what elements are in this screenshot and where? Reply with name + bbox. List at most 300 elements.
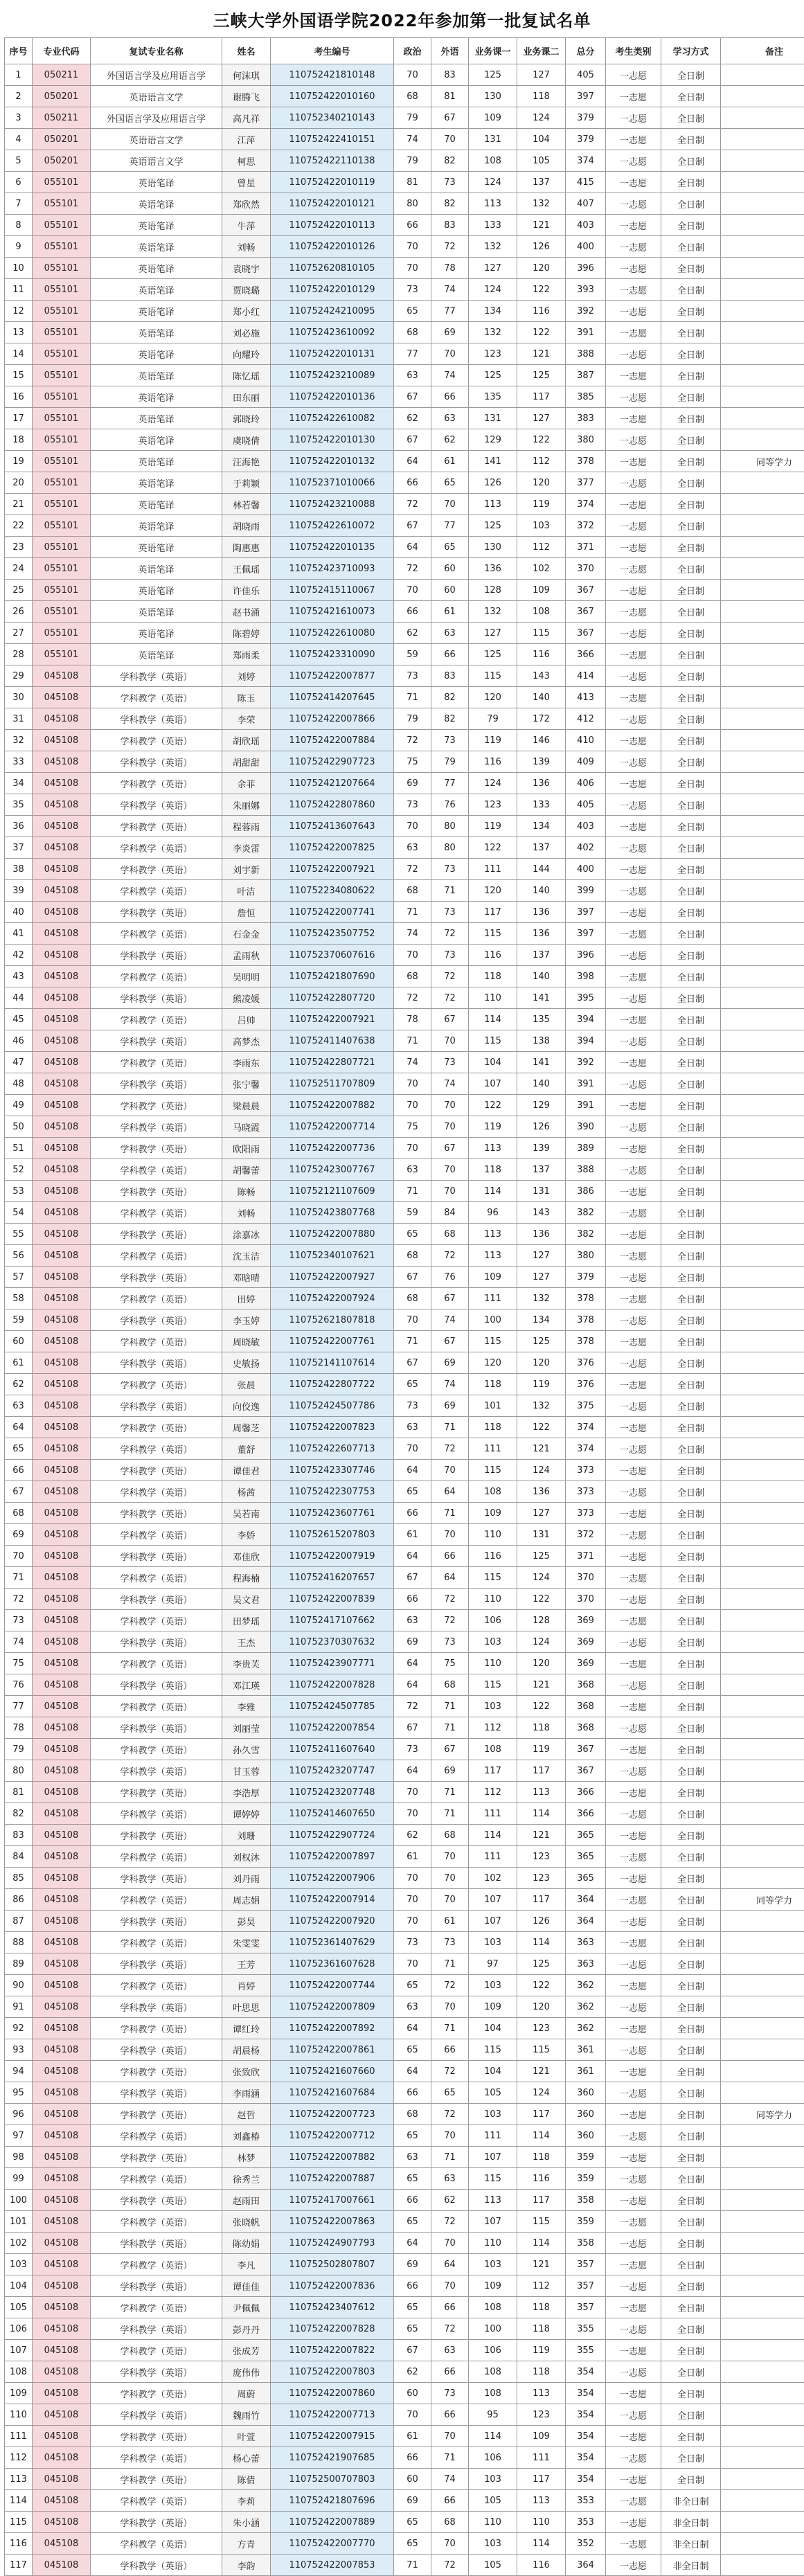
category-cell: 一志愿 <box>606 1782 661 1803</box>
name-cell: 李浩厚 <box>222 1782 271 1803</box>
seq-cell: 7 <box>5 193 33 215</box>
remarks-cell <box>721 1589 804 1610</box>
politics-cell: 68 <box>394 1245 431 1267</box>
study-mode-cell: 全日制 <box>661 665 721 687</box>
exam-number-cell: 110752421907685 <box>271 2447 394 2469</box>
major-name-cell: 学科教学（英语） <box>91 2104 222 2125</box>
politics-cell: 66 <box>394 472 431 494</box>
course-one-cell: 115 <box>469 1030 517 1052</box>
seq-cell: 108 <box>5 2361 33 2383</box>
foreign-language-cell: 72 <box>431 987 469 1009</box>
name-cell: 林梦 <box>222 2147 271 2168</box>
table-row <box>5 2039 804 2061</box>
exam-number-cell: 110752423207747 <box>271 1760 394 1782</box>
name-cell: 谭婷婷 <box>222 1803 271 1825</box>
seq-cell: 13 <box>5 322 33 343</box>
course-two-cell: 140 <box>517 880 566 902</box>
major-code-cell: 045108 <box>33 1631 91 1653</box>
category-cell: 一志愿 <box>606 1953 661 1975</box>
study-mode-cell: 全日制 <box>661 1717 721 1739</box>
foreign-language-cell: 70 <box>431 129 469 150</box>
category-cell: 一志愿 <box>606 1739 661 1760</box>
table-row <box>5 1868 804 1889</box>
category-cell: 一志愿 <box>606 365 661 386</box>
politics-cell: 70 <box>394 258 431 279</box>
politics-cell: 69 <box>394 2490 431 2512</box>
course-one-cell: 115 <box>469 1460 517 1481</box>
seq-cell: 14 <box>5 343 33 365</box>
total-cell: 354 <box>566 2426 606 2447</box>
foreign-language-cell: 72 <box>431 2211 469 2233</box>
politics-cell: 65 <box>394 2211 431 2233</box>
exam-number-cell: 110752422907724 <box>271 1825 394 1846</box>
category-cell: 一志愿 <box>606 107 661 129</box>
course-two-cell: 110 <box>517 2512 566 2533</box>
total-cell: 371 <box>566 537 606 558</box>
major-name-cell: 学科教学（英语） <box>91 2082 222 2104</box>
major-code-cell: 045108 <box>33 1760 91 1782</box>
course-two-cell: 127 <box>517 1245 566 1267</box>
category-cell: 一志愿 <box>606 64 661 86</box>
major-code-cell: 045108 <box>33 1674 91 1696</box>
course-two-cell: 140 <box>517 966 566 987</box>
name-cell: 徐秀兰 <box>222 2168 271 2190</box>
category-cell: 一志愿 <box>606 945 661 966</box>
remarks-cell <box>721 2254 804 2275</box>
total-cell: 368 <box>566 1717 606 1739</box>
remarks-cell <box>721 1782 804 1803</box>
header-total: 总分 <box>566 38 606 64</box>
course-one-cell: 95 <box>469 2404 517 2426</box>
course-two-cell: 122 <box>517 279 566 301</box>
major-name-cell: 学科教学（英语） <box>91 1653 222 1674</box>
category-cell: 一志愿 <box>606 580 661 601</box>
study-mode-cell: 全日制 <box>661 1224 721 1245</box>
total-cell: 373 <box>566 1460 606 1481</box>
foreign-language-cell: 76 <box>431 794 469 816</box>
name-cell: 牛萍 <box>222 215 271 236</box>
politics-cell: 65 <box>394 1975 431 1996</box>
politics-cell: 74 <box>394 1052 431 1073</box>
name-cell: 周蔚 <box>222 2383 271 2404</box>
politics-cell: 64 <box>394 1460 431 1481</box>
politics-cell: 68 <box>394 1288 431 1309</box>
politics-cell: 72 <box>394 558 431 580</box>
exam-number-cell: 110752422007921 <box>271 859 394 880</box>
table-row <box>5 2404 804 2426</box>
seq-cell: 23 <box>5 537 33 558</box>
major-code-cell: 045108 <box>33 2361 91 2383</box>
table-row <box>5 472 804 494</box>
foreign-language-cell: 68 <box>431 2512 469 2533</box>
major-name-cell: 英语笔译 <box>91 494 222 515</box>
course-one-cell: 109 <box>469 1503 517 1524</box>
major-name-cell: 学科教学（英语） <box>91 2447 222 2469</box>
name-cell: 周馨芝 <box>222 1417 271 1438</box>
major-name-cell: 学科教学（英语） <box>91 1224 222 1245</box>
course-one-cell: 109 <box>469 1996 517 2018</box>
category-cell: 一志愿 <box>606 1696 661 1717</box>
course-two-cell: 125 <box>517 1546 566 1567</box>
name-cell: 向佼逸 <box>222 1395 271 1417</box>
category-cell: 一志愿 <box>606 2361 661 2383</box>
seq-cell: 97 <box>5 2125 33 2147</box>
major-code-cell: 045108 <box>33 1803 91 1825</box>
name-cell: 邓晗晴 <box>222 1267 271 1288</box>
major-code-cell: 055101 <box>33 365 91 386</box>
study-mode-cell: 全日制 <box>661 623 721 644</box>
category-cell: 一志愿 <box>606 129 661 150</box>
major-code-cell: 045108 <box>33 1653 91 1674</box>
category-cell: 一志愿 <box>606 1524 661 1546</box>
seq-cell: 113 <box>5 2469 33 2490</box>
foreign-language-cell: 72 <box>431 1589 469 1610</box>
exam-number-cell: 110752417007661 <box>271 2190 394 2211</box>
table-row <box>5 150 804 172</box>
foreign-language-cell: 63 <box>431 2340 469 2361</box>
course-two-cell: 122 <box>517 1696 566 1717</box>
total-cell: 355 <box>566 2340 606 2361</box>
category-cell: 一志愿 <box>606 2318 661 2340</box>
exam-number-cell: 110752500707803 <box>271 2469 394 2490</box>
politics-cell: 79 <box>394 708 431 730</box>
course-two-cell: 122 <box>517 1589 566 1610</box>
table-row <box>5 1181 804 1202</box>
exam-number-cell: 110752421207664 <box>271 773 394 794</box>
study-mode-cell: 全日制 <box>661 1503 721 1524</box>
politics-cell: 65 <box>394 1481 431 1503</box>
remarks-cell <box>721 1717 804 1739</box>
course-two-cell: 117 <box>517 1889 566 1911</box>
study-mode-cell: 全日制 <box>661 1589 721 1610</box>
foreign-language-cell: 83 <box>431 215 469 236</box>
name-cell: 胡甜甜 <box>222 751 271 773</box>
category-cell: 一志愿 <box>606 1267 661 1288</box>
total-cell: 374 <box>566 1417 606 1438</box>
course-one-cell: 135 <box>469 386 517 408</box>
foreign-language-cell: 70 <box>431 1030 469 1052</box>
course-two-cell: 108 <box>517 601 566 623</box>
name-cell: 李凡 <box>222 2254 271 2275</box>
name-cell: 刘婷 <box>222 665 271 687</box>
table-row <box>5 1589 804 1610</box>
major-code-cell: 055101 <box>33 601 91 623</box>
remarks-cell <box>721 1224 804 1245</box>
exam-number-cell: 110752422010113 <box>271 215 394 236</box>
table-row <box>5 1417 804 1438</box>
major-name-cell: 学科教学（英语） <box>91 1395 222 1417</box>
major-code-cell: 055101 <box>33 537 91 558</box>
major-code-cell: 045108 <box>33 1996 91 2018</box>
study-mode-cell: 全日制 <box>661 279 721 301</box>
major-name-cell: 学科教学（英语） <box>91 1503 222 1524</box>
name-cell: 陈畅 <box>222 1181 271 1202</box>
major-name-cell: 英语笔译 <box>91 623 222 644</box>
major-code-cell: 045108 <box>33 2254 91 2275</box>
header-study-mode: 学习方式 <box>661 38 721 64</box>
major-code-cell: 045108 <box>33 1331 91 1352</box>
major-name-cell: 学科教学（英语） <box>91 1352 222 1374</box>
table-row <box>5 2426 804 2447</box>
table-row <box>5 1374 804 1395</box>
major-code-cell: 045108 <box>33 1975 91 1996</box>
remarks-cell <box>721 408 804 429</box>
category-cell: 一志愿 <box>606 880 661 902</box>
foreign-language-cell: 72 <box>431 1245 469 1267</box>
name-cell: 许佳乐 <box>222 580 271 601</box>
seq-cell: 112 <box>5 2447 33 2469</box>
table-row <box>5 2512 804 2533</box>
politics-cell: 71 <box>394 1331 431 1352</box>
course-two-cell: 136 <box>517 1481 566 1503</box>
exam-number-cell: 110752422010126 <box>271 236 394 258</box>
exam-number-cell: 110752423907771 <box>271 1653 394 1674</box>
remarks-cell <box>721 601 804 623</box>
major-name-cell: 学科教学（英语） <box>91 2125 222 2147</box>
politics-cell: 68 <box>394 966 431 987</box>
major-code-cell: 055101 <box>33 494 91 515</box>
course-one-cell: 113 <box>469 1245 517 1267</box>
total-cell: 373 <box>566 1481 606 1503</box>
seq-cell: 111 <box>5 2426 33 2447</box>
total-cell: 379 <box>566 129 606 150</box>
remarks-cell <box>721 1481 804 1503</box>
header-course-one: 业务课一 <box>469 38 517 64</box>
name-cell: 马晓霞 <box>222 1116 271 1138</box>
category-cell: 一志愿 <box>606 2018 661 2039</box>
major-name-cell: 学科教学（英语） <box>91 2512 222 2533</box>
major-name-cell: 学科教学（英语） <box>91 945 222 966</box>
name-cell: 吴明明 <box>222 966 271 987</box>
course-one-cell: 113 <box>469 193 517 215</box>
course-one-cell: 106 <box>469 1610 517 1631</box>
politics-cell: 75 <box>394 1116 431 1138</box>
course-one-cell: 122 <box>469 1095 517 1116</box>
study-mode-cell: 全日制 <box>661 172 721 193</box>
major-name-cell: 英语语言文学 <box>91 150 222 172</box>
total-cell: 366 <box>566 1782 606 1803</box>
major-code-cell: 055101 <box>33 644 91 665</box>
category-cell: 一志愿 <box>606 1460 661 1481</box>
politics-cell: 63 <box>394 365 431 386</box>
foreign-language-cell: 72 <box>431 966 469 987</box>
politics-cell: 63 <box>394 1417 431 1438</box>
remarks-cell <box>721 2297 804 2318</box>
course-one-cell: 124 <box>469 279 517 301</box>
foreign-language-cell: 64 <box>431 1567 469 1589</box>
name-cell: 朱小涵 <box>222 2512 271 2533</box>
course-two-cell: 122 <box>517 1975 566 1996</box>
total-cell: 373 <box>566 1503 606 1524</box>
course-two-cell: 103 <box>517 515 566 537</box>
remarks-cell <box>721 2340 804 2361</box>
major-name-cell: 学科教学（英语） <box>91 1674 222 1696</box>
name-cell: 李荣 <box>222 708 271 730</box>
name-cell: 向耀玲 <box>222 343 271 365</box>
table-row <box>5 1267 804 1288</box>
study-mode-cell: 全日制 <box>661 708 721 730</box>
name-cell: 陈碧婷 <box>222 623 271 644</box>
major-name-cell: 学科教学（英语） <box>91 966 222 987</box>
table-row <box>5 1782 804 1803</box>
seq-cell: 17 <box>5 408 33 429</box>
category-cell: 一志愿 <box>606 1052 661 1073</box>
course-one-cell: 129 <box>469 429 517 451</box>
major-code-cell: 045108 <box>33 1267 91 1288</box>
seq-cell: 41 <box>5 923 33 945</box>
course-one-cell: 133 <box>469 215 517 236</box>
total-cell: 396 <box>566 258 606 279</box>
name-cell: 贾晓璐 <box>222 279 271 301</box>
major-code-cell: 045108 <box>33 987 91 1009</box>
major-code-cell: 045108 <box>33 687 91 708</box>
remarks-cell <box>721 193 804 215</box>
course-one-cell: 104 <box>469 1052 517 1073</box>
table-row <box>5 322 804 343</box>
major-name-cell: 学科教学（英语） <box>91 2233 222 2254</box>
table-row <box>5 623 804 644</box>
foreign-language-cell: 64 <box>431 2254 469 2275</box>
remarks-cell <box>721 644 804 665</box>
total-cell: 372 <box>566 1524 606 1546</box>
table-row <box>5 301 804 322</box>
course-two-cell: 140 <box>517 687 566 708</box>
name-cell: 李韵 <box>222 2555 271 2576</box>
category-cell: 一志愿 <box>606 279 661 301</box>
politics-cell: 70 <box>394 1309 431 1331</box>
course-two-cell: 143 <box>517 1202 566 1224</box>
seq-cell: 43 <box>5 966 33 987</box>
foreign-language-cell: 66 <box>431 644 469 665</box>
foreign-language-cell: 70 <box>431 2233 469 2254</box>
major-code-cell: 045108 <box>33 1438 91 1460</box>
remarks-cell <box>721 172 804 193</box>
course-one-cell: 110 <box>469 1653 517 1674</box>
category-cell: 一志愿 <box>606 859 661 880</box>
foreign-language-cell: 66 <box>431 2297 469 2318</box>
category-cell: 一志愿 <box>606 343 661 365</box>
politics-cell: 71 <box>394 1181 431 1202</box>
seq-cell: 61 <box>5 1352 33 1374</box>
course-two-cell: 114 <box>517 2533 566 2555</box>
category-cell: 一志愿 <box>606 2082 661 2104</box>
seq-cell: 18 <box>5 429 33 451</box>
name-cell: 肖婷 <box>222 1975 271 1996</box>
table-row <box>5 773 804 794</box>
course-one-cell: 103 <box>469 1932 517 1953</box>
politics-cell: 62 <box>394 408 431 429</box>
category-cell: 一志愿 <box>606 2039 661 2061</box>
study-mode-cell: 全日制 <box>661 1696 721 1717</box>
exam-number-cell: 110752422007882 <box>271 1095 394 1116</box>
foreign-language-cell: 71 <box>431 2147 469 2168</box>
course-two-cell: 118 <box>517 2318 566 2340</box>
major-name-cell: 学科教学（英语） <box>91 1245 222 1267</box>
name-cell: 赵哲 <box>222 2104 271 2125</box>
total-cell: 354 <box>566 2404 606 2426</box>
name-cell: 郑雨柔 <box>222 644 271 665</box>
study-mode-cell: 全日制 <box>661 64 721 86</box>
exam-number-cell: 110752422807722 <box>271 1374 394 1395</box>
table-row <box>5 2018 804 2039</box>
remarks-cell <box>721 1438 804 1460</box>
course-two-cell: 172 <box>517 708 566 730</box>
study-mode-cell: 全日制 <box>661 1331 721 1352</box>
seq-cell: 9 <box>5 236 33 258</box>
course-one-cell: 130 <box>469 537 517 558</box>
exam-number-cell: 110752423210089 <box>271 365 394 386</box>
course-two-cell: 143 <box>517 665 566 687</box>
seq-cell: 12 <box>5 301 33 322</box>
remarks-cell <box>721 1953 804 1975</box>
study-mode-cell: 全日制 <box>661 1116 721 1138</box>
category-cell: 一志愿 <box>606 1374 661 1395</box>
exam-number-cell: 110752422007877 <box>271 665 394 687</box>
study-mode-cell: 全日制 <box>661 2361 721 2383</box>
exam-number-cell: 110752422007723 <box>271 2104 394 2125</box>
course-two-cell: 132 <box>517 1288 566 1309</box>
exam-number-cell: 110752424507786 <box>271 1395 394 1417</box>
major-code-cell: 045108 <box>33 1052 91 1073</box>
major-name-cell: 学科教学（英语） <box>91 837 222 859</box>
politics-cell: 68 <box>394 86 431 107</box>
foreign-language-cell: 70 <box>431 1524 469 1546</box>
table-row <box>5 215 804 236</box>
foreign-language-cell: 72 <box>431 2555 469 2576</box>
total-cell: 354 <box>566 2383 606 2404</box>
major-name-cell: 学科教学（英语） <box>91 2361 222 2383</box>
course-one-cell: 114 <box>469 1181 517 1202</box>
course-two-cell: 117 <box>517 2104 566 2125</box>
exam-number-cell: 110752417107662 <box>271 1610 394 1631</box>
foreign-language-cell: 80 <box>431 837 469 859</box>
major-code-cell: 045108 <box>33 880 91 902</box>
foreign-language-cell: 62 <box>431 2190 469 2211</box>
table-row <box>5 859 804 880</box>
category-cell: 一志愿 <box>606 1503 661 1524</box>
exam-number-cell: 110752422007713 <box>271 2404 394 2426</box>
remarks-cell <box>721 1374 804 1395</box>
foreign-language-cell: 77 <box>431 515 469 537</box>
course-one-cell: 127 <box>469 258 517 279</box>
foreign-language-cell: 68 <box>431 1674 469 1696</box>
exam-number-cell: 110752424907793 <box>271 2233 394 2254</box>
study-mode-cell: 全日制 <box>661 515 721 537</box>
remarks-cell <box>721 730 804 751</box>
study-mode-cell: 全日制 <box>661 2125 721 2147</box>
major-name-cell: 学科教学（英语） <box>91 1975 222 1996</box>
seq-cell: 65 <box>5 1438 33 1460</box>
seq-cell: 66 <box>5 1460 33 1481</box>
remarks-cell <box>721 665 804 687</box>
table-row <box>5 708 804 730</box>
course-two-cell: 138 <box>517 1030 566 1052</box>
politics-cell: 62 <box>394 623 431 644</box>
major-code-cell: 045108 <box>33 1395 91 1417</box>
seq-cell: 63 <box>5 1395 33 1417</box>
course-two-cell: 125 <box>517 365 566 386</box>
total-cell: 367 <box>566 580 606 601</box>
course-one-cell: 136 <box>469 558 517 580</box>
name-cell: 田东丽 <box>222 386 271 408</box>
seq-cell: 46 <box>5 1030 33 1052</box>
study-mode-cell: 全日制 <box>661 1932 721 1953</box>
remarks-cell <box>721 2490 804 2512</box>
study-mode-cell: 全日制 <box>661 1975 721 1996</box>
foreign-language-cell: 67 <box>431 1288 469 1309</box>
exam-number-cell: 110752340107621 <box>271 1245 394 1267</box>
seq-cell: 8 <box>5 215 33 236</box>
